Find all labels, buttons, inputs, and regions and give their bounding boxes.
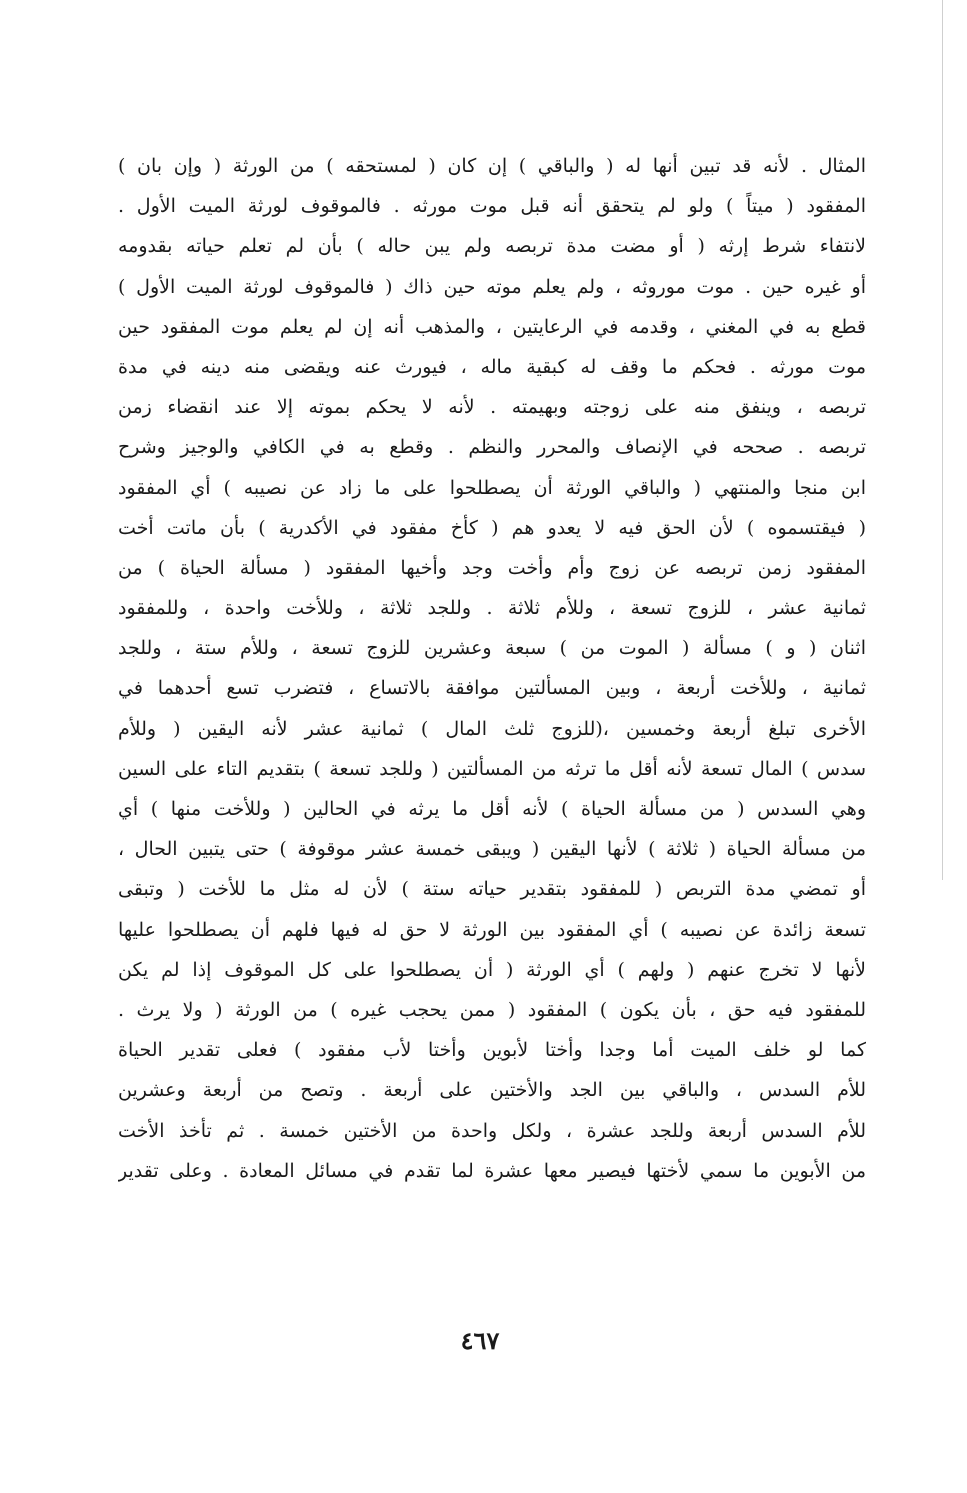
text-line: المفقود زمن تربصه عن زوج وأم وأخت وجد وأخيها المفقود ( مسألة الحياة ) من: [118, 556, 866, 579]
page-number: ٤٦٧: [460, 1326, 500, 1355]
text-line: المثال . لأنه قد تبين أنها له ( والباقي ) إن كان ( لمستحقه ) من الورثة ( وإن بان ): [118, 155, 866, 177]
text-line: تربصه . صححه في الإنصاف والمحرر والنظم . وقطع به في الكافي والوجيز وشرح: [118, 436, 866, 459]
text-line: للمفقود فيه حق ، بأن يكون ) المفقود ( ممن يحجب غيره ) من الورثة ( ولا يرث .: [118, 998, 866, 1021]
text-line: من مسألة الحياة ( ثلاثة ) لأنها اليقين ( ويبقى خمسة عشر موقوفة ) حتى يتبين الحال ،: [118, 838, 866, 861]
text-line: اثنان ( و ) مسألة ( الموت من ) سبعة وعشرين للزوج تسعة ، وللأم ستة ، وللجد: [118, 637, 866, 660]
text-line: قطع به في المغني ، وقدمه في الرعايتين ، والمذهب أنه إن لم يعلم موت المفقود حين: [118, 315, 866, 338]
text-line: موت مورثه . فحكم ما وقف له كبقية ماله ، فيورث عنه ويقضى منه دينه في مدة: [118, 355, 866, 378]
text-line: ( فيقتسموه ) لأن الحق فيه لا يعدو هم ( كأخ مفقود في الأكدرية ) بأن ماتت أخت: [118, 516, 866, 539]
text-line: من الأبوين ما سمي لأختها فيصير معها عشرة لما تقدم في مسائل المعادة . وعلى تقدير: [118, 1159, 866, 1182]
text-line: للأم السدس أربعة وللجد عشرة ، ولكل واحدة من الأختين خمسة . ثم تأخذ الأخت: [118, 1119, 866, 1142]
text-line: الأخرى تبلغ أربعة وخمسين ،(للزوج ثلث المال ) ثمانية عشر لأنه اليقين ( وللأم: [118, 717, 866, 740]
text-line: ثمانية عشر ، للزوج تسعة ، وللأم ثلاثة . وللجد ثلاثة ، وللأخت واحدة ، وللمفقود: [118, 597, 866, 620]
text-line: لانتفاء شرط إرثه ( أو مضت مدة تربصه ولم يبن حاله ) بأن لم تعلم حياته بقدومه: [118, 235, 866, 258]
text-line: كما لو خلف الميت أما وجدا وأختا لأبوين وأختا لأب مفقود ) فعلى تقدير الحياة: [118, 1039, 866, 1062]
text-line: لأنها لا تخرج عنهم ( ولهم ) أي الورثة ( أن يصطلحوا على كل الموقوف إذا لم يكن: [118, 958, 866, 981]
text-line: تسعة زائدة عن نصيبه ) أي المفقود بين الورثة لا حق له فيها فلهم أن يصطلحوا عليها: [118, 918, 866, 941]
text-line: ابن منجا والمنتهي ( والباقي الورثة أن يصطلحوا على ما زاد عن نصيبه ) أي المفقود: [118, 476, 866, 499]
text-line: وهي السدس ( من مسألة الحياة ) لأنه أقل ما يرثه في الحالين ( وللأخت منها ) أي: [118, 798, 866, 820]
page-edge-line: [942, 0, 943, 880]
text-line: المفقود ( ميتاً ) ولو لم يتحقق أنه قبل موت مورثه . فالموقوف لورثة الميت الأول .: [118, 195, 866, 218]
text-line: للأم السدس ، والباقي بين الجد والأختين على أربعة . وتصح من أربعة وعشرين: [118, 1079, 866, 1102]
body-text: [118, 146, 866, 1191]
text-line: أو غيره حين . موت موروثه ، ولم يعلم موته حين ذاك ( فالموقوف لورثة الميت الأول ): [118, 275, 866, 298]
text-line: أو تمضي مدة التربص ( للمفقود بتقدير حياته ستة ) لأن له مثل ما للأخت ( وتبقى: [118, 878, 866, 901]
text-line: تربصه ، وينفق منه على زوجته وبهيمته . لأنه لا يحكم بموته إلا عند انقضاء زمن: [118, 396, 866, 419]
text-line: ثمانية ، وللأخت أربعة ، وبين المسألتين موافقة بالاتساع ، فتضرب تسع أحدهما في: [118, 677, 866, 700]
text-line: سدس ) المال تسعة لأنه أقل ما ترثه من المسألتين ( وللجد تسعة ) بتقديم التاء على السين: [118, 757, 866, 780]
